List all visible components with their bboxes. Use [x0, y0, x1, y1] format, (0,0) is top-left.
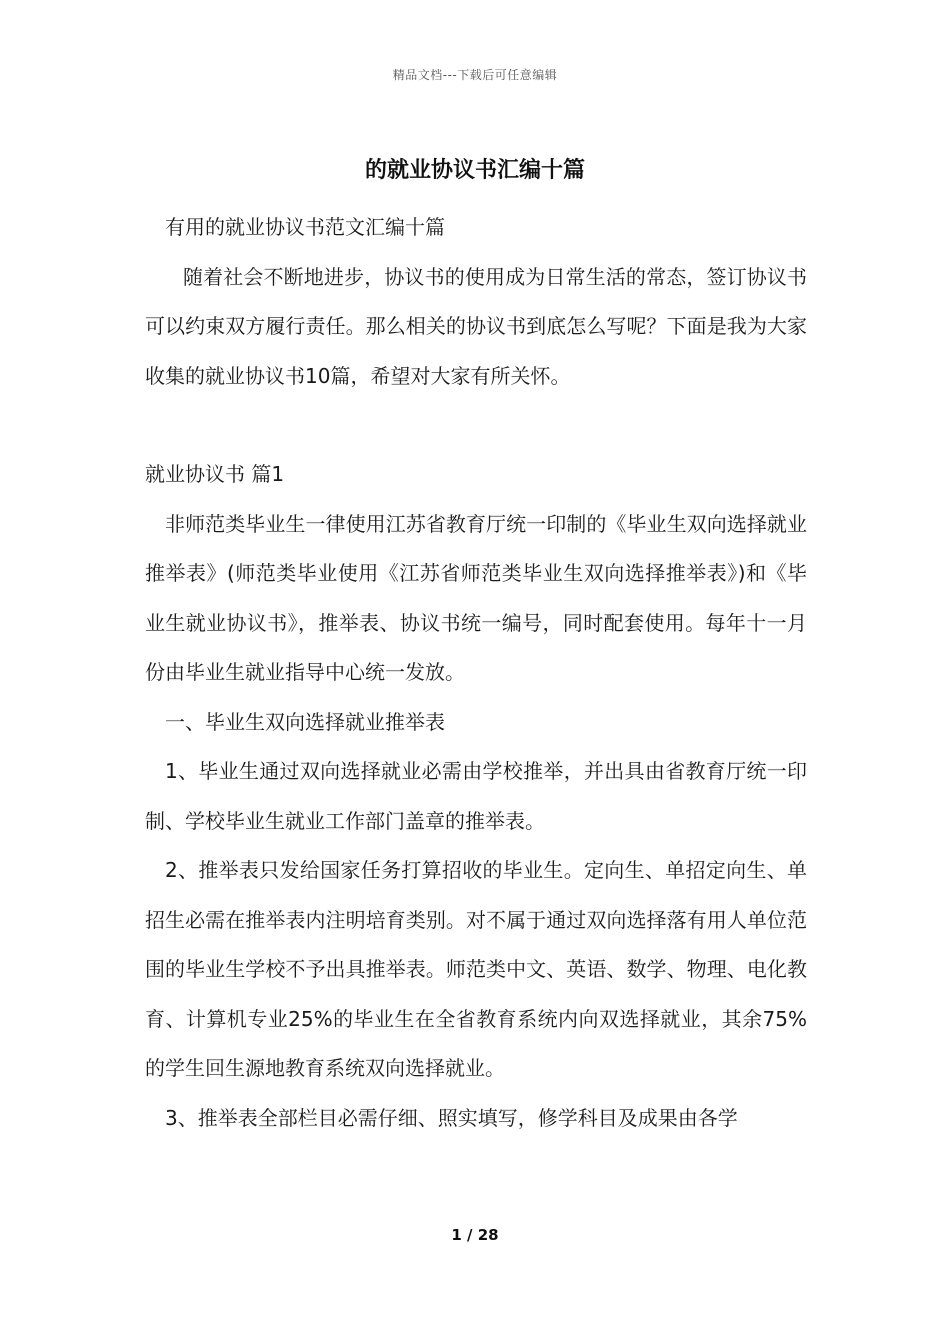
body-paragraph: 1、毕业生通过双向选择就业必需由学校推举，并出具由省教育厅统一印制、学校毕业生就业工作部门盖章的推举表。	[145, 759, 807, 833]
body-paragraph: 3、推举表全部栏目必需仔细、照实填写，修学科目及成果由各学	[165, 1105, 738, 1130]
section-heading: 就业协议书 篇1	[145, 462, 285, 486]
list-heading: 一、毕业生双向选择就业推举表	[165, 709, 445, 734]
page-separator: /	[461, 1226, 478, 1244]
body-paragraph: 2、推举表只发给国家任务打算招收的毕业生。定向生、单招定向生、单招生必需在推举表内注明培育类别。对不属于通过双向选择落有用人单位范围的毕业生学校不予出具推举表。师范类中文、英语、数学、物理、电化教育、计算机专业25%的毕业生在全省教育系统内向双选择就业，其余75%的学生回生源地教育系统双向选择就业。	[145, 858, 807, 1080]
document-title: 的就业协议书汇编十篇	[364, 158, 585, 183]
page-number	[0, 1226, 950, 1244]
page-current: 1	[451, 1226, 462, 1244]
paragraph-spacer	[145, 401, 807, 450]
body-paragraph: 非师范类毕业生一律使用江苏省教育厅统一印制的《毕业生双向选择就业推举表》(师范类毕业使用《江苏省师范类毕业生双向选择推举表》)和《毕业生就业协议书》，推举表、协议书统一编号，同时配套使用。每年十一月份由毕业生就业指导中心统一发放。	[145, 511, 807, 684]
document-subtitle: 有用的就业协议书范文汇编十篇	[165, 215, 445, 239]
page-total: 28	[477, 1226, 499, 1244]
document-body	[145, 203, 807, 1143]
header-note: 精品文档---下载后可任意编辑	[392, 68, 558, 82]
intro-paragraph: 随着社会不断地进步，协议书的使用成为日常生活的常态，签订协议书可以约束双方履行责任。那么相关的协议书到底怎么写呢？下面是我为大家收集的就业协议书10篇，希望对大家有所关怀。	[145, 264, 807, 388]
